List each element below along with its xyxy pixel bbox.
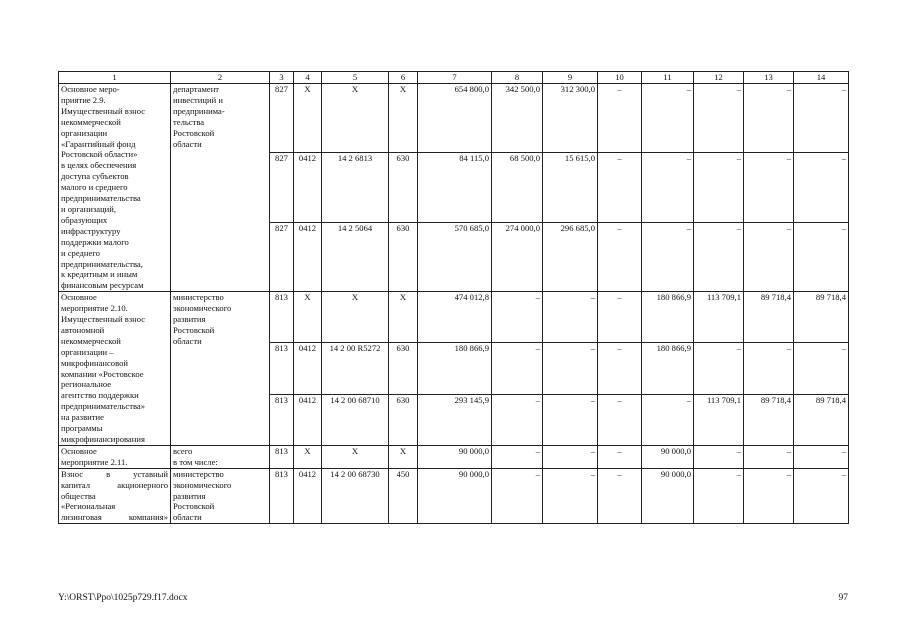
table-cell: – (794, 445, 849, 468)
table-cell: – (492, 394, 543, 445)
cell-line: предпринима- (173, 105, 225, 116)
table-cell: – (598, 445, 642, 468)
executor-cell (171, 84, 270, 292)
table-cell: X (294, 84, 322, 153)
column-number-header: 14 (794, 72, 849, 84)
column-number-header: 10 (598, 72, 642, 84)
table-cell: 0412 (294, 468, 322, 524)
table-cell: 68 500,0 (492, 153, 543, 222)
table-cell: 14 2 00 R5272 (322, 343, 389, 394)
cell-line: развития (173, 314, 206, 325)
cell-line: предпринимательства, (61, 258, 143, 269)
cell-line: некоммерческой (61, 335, 121, 346)
table-cell: – (598, 84, 642, 153)
table-cell: 14 2 00 68730 (322, 468, 389, 524)
table-cell: 813 (270, 394, 294, 445)
cell-line: всего (173, 445, 193, 456)
column-number-header: 11 (642, 72, 694, 84)
table-cell: 474 012,8 (418, 292, 492, 343)
cell-line: Ростовской (173, 501, 215, 512)
table-cell: 813 (270, 445, 294, 468)
cell-line: экономического (173, 303, 232, 314)
table-cell: 0412 (294, 153, 322, 222)
cell-line: поддержки малого (61, 236, 129, 247)
measure-name-cell (59, 84, 171, 292)
cell-line: Ростовской (173, 324, 215, 335)
cell-line: некоммерческой (61, 116, 121, 127)
table-cell: 113 709,1 (694, 394, 744, 445)
table-cell: 630 (389, 153, 418, 222)
table-cell: X (389, 84, 418, 153)
cell-line: микрофинансовой (61, 357, 128, 368)
cell-line: в целях обеспечения (61, 160, 137, 171)
table-cell: 827 (270, 222, 294, 291)
table-cell: – (598, 153, 642, 222)
table-cell: – (694, 468, 744, 524)
table-cell: 630 (389, 394, 418, 445)
table-cell: 14 2 6813 (322, 153, 389, 222)
table-cell: – (744, 468, 794, 524)
table-cell: X (389, 292, 418, 343)
table-cell: – (598, 292, 642, 343)
table-cell: 0412 (294, 343, 322, 394)
table-row (59, 468, 849, 524)
table-cell: – (642, 394, 694, 445)
table-cell: – (744, 84, 794, 153)
cell-line: образующих (61, 214, 108, 225)
table-cell: – (642, 153, 694, 222)
table-cell: 630 (389, 343, 418, 394)
cell-line: экономического (173, 479, 232, 490)
table-cell: 813 (270, 292, 294, 343)
cell-line: предпринимательства (61, 193, 141, 204)
table-cell: 113 709,1 (694, 292, 744, 343)
measure-name-cell (59, 292, 171, 446)
cell-line: программы (61, 423, 103, 434)
footer-file-path: Y:\ORST\Ppo\1025p729.f17.docx (58, 593, 188, 603)
cell-line: компании «Ростовское (61, 368, 144, 379)
cell-line: малого и среднего (61, 182, 128, 193)
table-cell: X (322, 292, 389, 343)
cell-line: организации – (61, 346, 114, 357)
column-number-header: 8 (492, 72, 543, 84)
cell-line: Взнос в уставный (61, 468, 168, 479)
table-cell: X (389, 445, 418, 468)
table-cell: – (492, 468, 543, 524)
table-cell: – (744, 343, 794, 394)
table-cell: X (294, 292, 322, 343)
cell-line: Ростовской области» (61, 149, 138, 160)
table-cell: – (794, 84, 849, 153)
table-header-row (59, 72, 849, 84)
table-row (59, 292, 849, 343)
table-cell: – (598, 343, 642, 394)
table-cell: – (598, 394, 642, 445)
table-cell: X (322, 84, 389, 153)
table-cell: – (492, 445, 543, 468)
cell-line: «Гарантийный фонд (61, 138, 136, 149)
table-cell: 630 (389, 222, 418, 291)
column-number-header: 5 (322, 72, 389, 84)
cell-line: и среднего (61, 247, 100, 258)
table-cell: 813 (270, 343, 294, 394)
cell-line: Основное (61, 445, 97, 456)
table-cell: – (744, 222, 794, 291)
cell-line: и организаций, (61, 203, 117, 214)
table-cell: – (543, 468, 598, 524)
table-cell: 180 866,9 (642, 343, 694, 394)
table-cell: 450 (389, 468, 418, 524)
cell-line: инвестиций и (173, 94, 223, 105)
table-cell: 0412 (294, 222, 322, 291)
program-table (58, 71, 849, 524)
table-cell: 827 (270, 153, 294, 222)
table-cell: – (543, 292, 598, 343)
table-cell: – (794, 153, 849, 222)
footer-page-number: 97 (838, 593, 848, 603)
table-cell: – (794, 468, 849, 524)
table-cell: 180 866,9 (642, 292, 694, 343)
cell-line: развития (173, 490, 206, 501)
cell-line: Имущественный взнос (61, 105, 146, 116)
table-cell: 89 718,4 (794, 394, 849, 445)
cell-line: предпринимательства» (61, 401, 146, 412)
cell-line: общества (61, 490, 96, 501)
table-cell: – (642, 222, 694, 291)
table-cell: 312 300,0 (543, 84, 598, 153)
cell-line: приятие 2.9. (61, 94, 106, 105)
column-number-header: 1 (59, 72, 171, 84)
cell-line: Имущественный взнос (61, 314, 146, 325)
cell-line: мероприятие 2.11. (61, 456, 128, 467)
cell-line: инфраструктуру (61, 225, 121, 236)
cell-line: в том числе: (173, 456, 218, 467)
column-number-header: 13 (744, 72, 794, 84)
executor-cell (171, 292, 270, 446)
table-cell: – (492, 343, 543, 394)
table-cell: – (694, 222, 744, 291)
cell-line: к кредитным и иным (61, 269, 138, 280)
table-cell: 90 000,0 (418, 445, 492, 468)
column-number-header: 7 (418, 72, 492, 84)
column-number-header: 2 (171, 72, 270, 84)
executor-cell (171, 445, 270, 468)
table-cell: 14 2 5064 (322, 222, 389, 291)
table-cell: 89 718,4 (794, 292, 849, 343)
cell-line: министерство (173, 468, 224, 479)
cell-line: области (173, 335, 202, 346)
table-cell: – (794, 343, 849, 394)
table-cell: – (543, 445, 598, 468)
cell-line: микрофинансирования (61, 434, 145, 444)
table-cell: 84 115,0 (418, 153, 492, 222)
column-number-header: 12 (694, 72, 744, 84)
table-cell: – (492, 292, 543, 343)
cell-line: организации (61, 127, 108, 138)
table-cell: – (694, 343, 744, 394)
table-cell: 570 685,0 (418, 222, 492, 291)
measure-name-cell (59, 445, 171, 468)
table-cell: 296 685,0 (543, 222, 598, 291)
table-cell: 654 800,0 (418, 84, 492, 153)
table-cell: – (694, 84, 744, 153)
column-number-header: 9 (543, 72, 598, 84)
table-cell: – (744, 153, 794, 222)
table-cell: 90 000,0 (418, 468, 492, 524)
table-cell: 90 000,0 (642, 468, 694, 524)
table-cell: – (543, 394, 598, 445)
table-cell: – (794, 222, 849, 291)
column-number-header: 4 (294, 72, 322, 84)
cell-line: тельства (173, 116, 205, 127)
table-cell: 89 718,4 (744, 394, 794, 445)
cell-line: области (173, 138, 202, 149)
table-cell: 342 500,0 (492, 84, 543, 153)
table-cell: X (294, 445, 322, 468)
column-number-header: 6 (389, 72, 418, 84)
column-number-header: 3 (270, 72, 294, 84)
cell-line: Основное (61, 292, 97, 303)
table-cell: 813 (270, 468, 294, 524)
table-cell: 180 866,9 (418, 343, 492, 394)
table-cell: 15 615,0 (543, 153, 598, 222)
cell-line: финансовым ресурсам (61, 280, 144, 291)
cell-line: Основное меро- (61, 84, 120, 94)
measure-name-cell (59, 468, 171, 524)
table-cell: – (642, 84, 694, 153)
cell-line: Ростовской (173, 127, 215, 138)
table-cell: 90 000,0 (642, 445, 694, 468)
table-cell: 14 2 00 68710 (322, 394, 389, 445)
cell-line: агентство поддержки (61, 390, 139, 401)
cell-line: доступа субъектов (61, 171, 129, 182)
executor-cell (171, 468, 270, 524)
table-cell: 827 (270, 84, 294, 153)
table-cell: – (598, 468, 642, 524)
cell-line: региональное (61, 379, 112, 390)
cell-line: автономной (61, 324, 105, 335)
cell-line: мероприятие 2.10. (61, 303, 128, 314)
table-cell: – (694, 445, 744, 468)
table-cell: 293 145,9 (418, 394, 492, 445)
table-cell: – (744, 445, 794, 468)
cell-line: капитал акционерного (61, 479, 168, 490)
table-row (59, 445, 849, 468)
table-cell: 0412 (294, 394, 322, 445)
table-cell: – (694, 153, 744, 222)
cell-line: области (173, 512, 202, 523)
table-cell: 89 718,4 (744, 292, 794, 343)
cell-line: департамент (173, 84, 220, 94)
table-row (59, 84, 849, 153)
cell-line: на развитие (61, 412, 104, 423)
table-cell: 274 000,0 (492, 222, 543, 291)
table-cell: – (543, 343, 598, 394)
table-cell: – (598, 222, 642, 291)
cell-line: лизинговая компания» (61, 512, 168, 523)
cell-line: министерство (173, 292, 224, 303)
table-cell: X (322, 445, 389, 468)
cell-line: «Региональная (61, 501, 116, 512)
